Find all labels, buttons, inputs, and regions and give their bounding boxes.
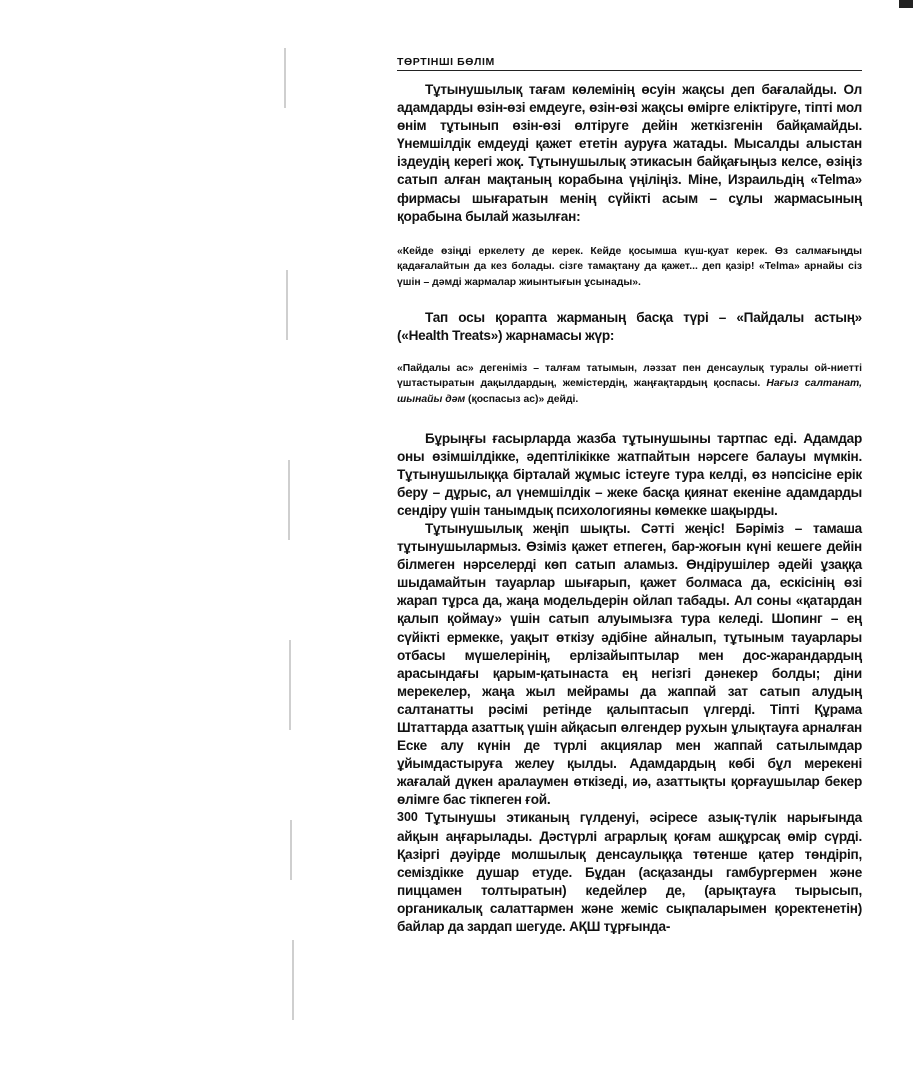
quote-2-italic: Нағыз салтанат, шынайы дәм: [397, 378, 862, 405]
running-head: ТӨРТІНШІ БӨЛІМ: [397, 56, 862, 71]
paragraph-2: Тап осы қорапта жарманың басқа түрі – «Пайдалы астың» («Health Treats») жарнамасы жүр:: [397, 309, 862, 343]
paragraph-3: Бұрыңғы ғасырларда жазба тұтынушыны тартпас еді. Адамдар оны өзімшілдікке, әдептілікікке жатпайтын нәрсеге балауы мүмкін. Тұтынушылыққа бірталай жұмыс істеуге тура келді, өз нәпсісіне ерік беру – дұрыс, ал үнемшілдік – жеке басқа қиянат екеніне адамдарды сендіру үшін танымдық психологияны көмекке шақырды.: [397, 430, 862, 518]
spine-shadow: [262, 40, 322, 1040]
quote-block-2: [397, 361, 862, 408]
page-number: 300: [397, 810, 418, 824]
quote-2-text: «Пайдалы ас» дегеніміз – талғам татымын, ләззат пен денсаулық туралы ой-ниетті үштастыратын дақылдардың, жемістердің, жаңғақтардың қоспасы.: [397, 362, 862, 390]
paragraph-4: Тұтынушылық жеңіп шықты. Сәтті жеңіс! Бәріміз – тамаша тұтынушылармыз. Өзіміз қажет етпеген, бар-жоғын күні кешеге дейін білмеген нәрселерді көп сатып аламыз. Өндірушілер әдейі ұзаққа шыдамайтын тауарлар шығарып, қажет болмаса да, ескісінің өзі жарап тұрса да, жаңа модельдерін ойлап табады. Ал соны «қатардан қалып қоймау» үшін сатып алуымызға тура келеді. Шопинг – ең сүйікті ермекке, уақыт өткізу әдібіне айналып, тұтыным тауарлары отбасы мүшелерінің, ерлізайыптылар мен дос-жарандардың арасындағы қарым-қатынаста ең негізгі дәнекер болды; діни мерекелер, жаңа жыл мейрамы да жаппай зат сатып алудың салтанатты рәсімі ретінде қалыптасып үлгерді. Тіпті Құрама Штаттарда азаттық үшін айқасып өлгендер рухын ұлықтауға арналған Еске алу күнін де түрлі акциялар мен жаппай сатылымдар ұйымдастыруға желеу қылды. Адамдардың көбі бұл мерекені жағалай дүкен аралаумен өткізеді, иә, азаттықты қорғаушылар бекер өлімге бас тікпеген ғой.: [397, 520, 862, 808]
paragraph-5: Тұтынушы этиканың гүлденуі, әсіресе азық-түлік нарығында айқын аңғарылады. Дәстүрлі аграрлық қоғам ашқұрсақ өмір сүрді. Қазіргі дәуірде молшылық денсаулыққа төтенше қатер төндіріп, семіздікке душар етуде. Бұдан (асқазанды гамбургермен және пиццамен толтыратын) кедейлер де, (арықтауға тырысып, органикалық салаттармен және жеміс сықпаларымен қоректенетін) байлар да зардап шегуде. АҚШ тұрғында-: [397, 810, 862, 935]
quote-2-tail: (қоспасыз ас)» дейді.: [465, 393, 579, 405]
book-page: [397, 56, 862, 936]
paragraph-1: Тұтынушылық тағам көлемінің өсуін жақсы деп бағалайды. Ол адамдарды өзін-өзі емдеуге, өзін-өзі жақсы өмірге еліктіруге, тіпті мол өнім тұтынып өзін-өзі өлтіруге дейін жеткізгенін байқамайды. Үнемшілдік емдеуді қажет ететін ауруға жатады. Мысалды алыстан іздеудің керегі жоқ. Тұтынушылық этикасын байқағыңыз келсе, өзіңіз сатып алған мақтаның корабына үңіліңіз. Міне, Израильдің «Telma» фирмасы шығаратын менің сүйікті асым – сұлы жармасының қорабына былай жазылған:: [397, 82, 862, 224]
quote-block-1: «Кейде өзіңді еркелету де керек. Кейде қосымша күш-қуат керек. Өз салмағыңды қадағалайтын да кез болады. сізге тамақтану да қажет... деп қазір! «Telma» арнайы сіз үшін – дәмді жармалар жиынтығын ұсынады».: [397, 245, 862, 288]
scan-corner-mark: [899, 0, 913, 8]
